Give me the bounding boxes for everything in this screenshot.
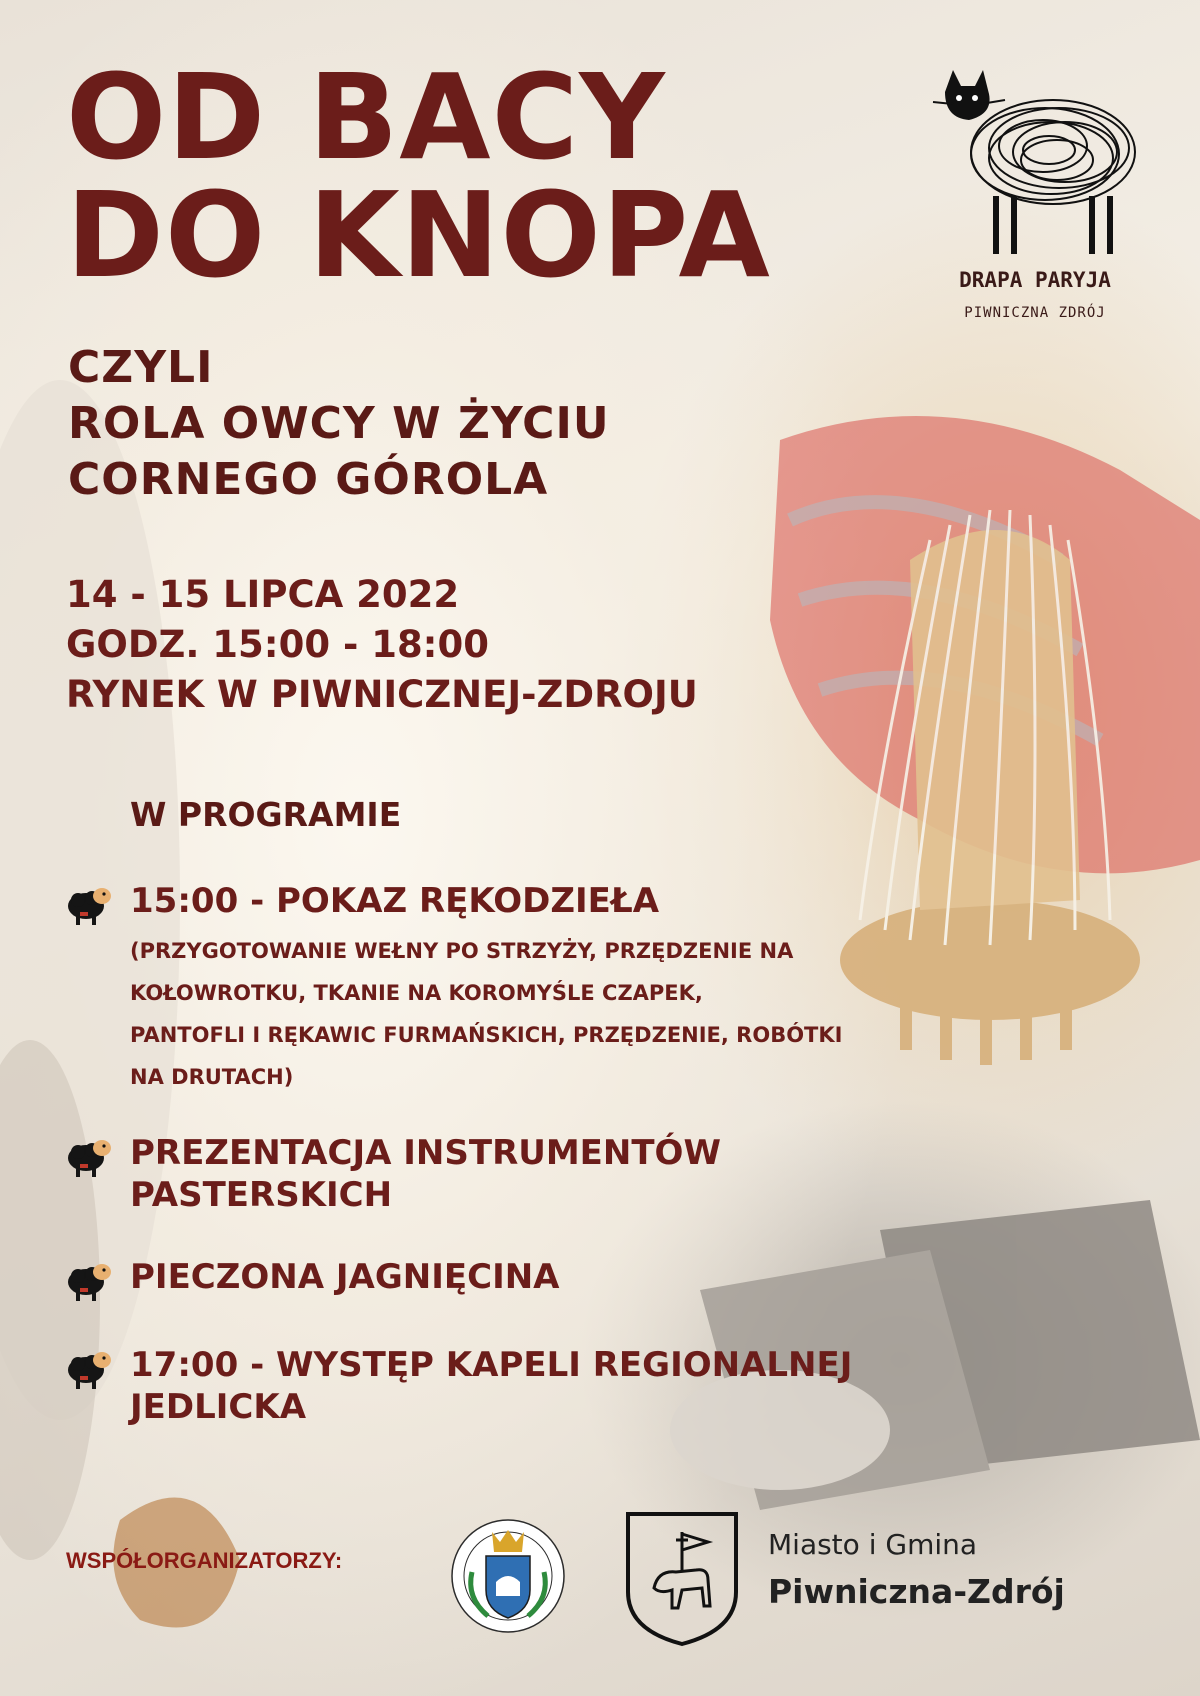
drapa-paryja-name: DRAPA PARYJA bbox=[959, 268, 1111, 292]
program-heading: W PROGRAMIE bbox=[130, 795, 402, 834]
program-item-title-line: 17:00 - WYSTĘP KAPELI REGIONALNEJ bbox=[130, 1345, 853, 1385]
program-item-title: 15:00 - POKAZ RĘKODZIEŁA bbox=[130, 881, 660, 921]
description-line: NA DRUTACH) bbox=[130, 1065, 294, 1089]
drapa-paryja-logo bbox=[925, 62, 1145, 332]
event-info bbox=[66, 570, 698, 720]
poster-title bbox=[66, 48, 771, 304]
description-line: KOŁOWROTKU, TKANIE NA KOROMYŚLE CZAPEK, bbox=[130, 981, 703, 1005]
subtitle-line-3: CORNEGO GÓROLA bbox=[68, 454, 549, 505]
event-date: 14 - 15 LIPCA 2022 bbox=[66, 573, 460, 616]
description-line: (PRZYGOTOWANIE WEŁNY PO STRZYŻY, PRZĘDZENIE NA bbox=[130, 939, 794, 963]
sheep-bullet-icon bbox=[66, 1258, 114, 1302]
black-sheep-cat-icon bbox=[925, 62, 1145, 262]
program-item-title-line: JEDLICKA bbox=[130, 1387, 307, 1427]
sheep-bullet-icon bbox=[66, 1134, 114, 1178]
description-line: PANTOFLI I RĘKAWIC FURMAŃSKICH, PRZĘDZENIE, ROBÓTKI bbox=[130, 1023, 843, 1047]
program-item-title bbox=[130, 1344, 930, 1428]
event-time: GODZ. 15:00 - 18:00 bbox=[66, 623, 489, 666]
title-line-1: OD BACY bbox=[66, 48, 666, 186]
subtitle-line-1: CZYLI bbox=[68, 342, 214, 393]
program-item-title: PIECZONA JAGNIĘCINA bbox=[130, 1257, 560, 1297]
mgok-crest-icon bbox=[448, 1512, 568, 1642]
drapa-paryja-subtitle: PIWNICZNA ZDRÓJ bbox=[964, 305, 1106, 321]
event-place: RYNEK W PIWNICZNEJ-ZDROJU bbox=[66, 673, 698, 716]
program-item-title bbox=[130, 1132, 930, 1216]
program-item-title-line: PREZENTACJA INSTRUMENTÓW bbox=[130, 1133, 721, 1173]
subtitle-line-2: ROLA OWCY W ŻYCIU bbox=[68, 398, 610, 449]
sheep-bullet-icon bbox=[66, 1346, 114, 1390]
coorganizers-label: WSPÓŁORGANIZATORZY: bbox=[66, 1548, 343, 1573]
program-item-title-line: PASTERSKICH bbox=[130, 1175, 393, 1215]
piwniczna-shield-lamb-icon bbox=[624, 1510, 740, 1648]
title-line-2: DO KNOPA bbox=[66, 166, 771, 304]
gmina-label-line-2: Piwniczna-Zdrój bbox=[768, 1572, 1065, 1611]
program-item-description bbox=[130, 930, 910, 1098]
poster-subtitle bbox=[68, 340, 610, 508]
gmina-label-line-1: Miasto i Gmina bbox=[768, 1528, 978, 1561]
sheep-bullet-icon bbox=[66, 882, 114, 926]
